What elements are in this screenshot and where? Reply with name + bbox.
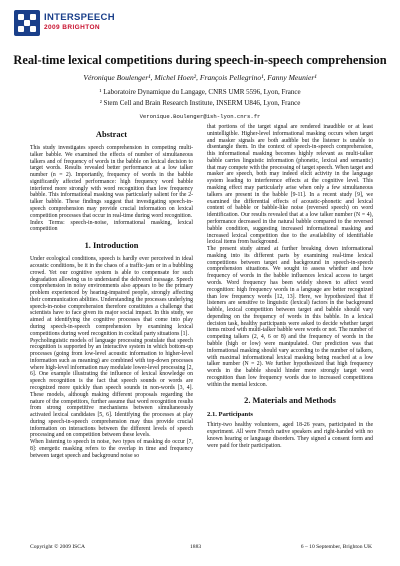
- introduction-heading: 1. Introduction: [84, 241, 139, 251]
- left-column: [30, 126, 193, 460]
- author-list: Véronique Boulenger¹, Michel Hoen², François Pellegrino¹, Fanny Meunier¹: [83, 73, 317, 82]
- paper-title: Real-time lexical competitions during speech-in-speech comprehension: [13, 53, 387, 67]
- right-column: [207, 124, 373, 450]
- affiliation-1: ¹ Laboratoire Dynamique du Langage, CNRS UMR 5596, Lyon, France: [99, 88, 301, 96]
- right-paragraph-1: that portions of the target signal are rendered inaudible or at least unintelligible. Higher-level informational masking occurs when target and masker signals are both audible but the listener is unable to disentangle them. In the context of speech-in-speech comprehension, this informational masking becomes highly relevant as multi-talker babble carries linguistic information (phonetic, lexical and semantic) that may compete with the processing of target speech. When target and masker are speech, both may indeed elicit activity in the language system leading to interference effects at the cognitive level. This masking effect may particularly arise when only a few simultaneous talkers are present in the babble [9-11]. In a recent study [9], we examined the differential effects of acoustic-phonetic and lexical content of babble or babble-like noise (reversed speech) on word identification. Our results revealed that at a low talker number (N = 4), performance decreased in the natural babble compared to the reversed babble condition, suggesting increased informational masking and increased lexical competition due to the availability of identifiable lexical items from background.: [207, 124, 373, 246]
- intro-paragraph-3: When listening to speech in noise, two types of masking do occur [7, 8]: energetic masking refers to the overlap in time and frequency between target speech and background noise so: [30, 439, 193, 459]
- logo-line1: INTERSPEECH: [44, 12, 115, 23]
- logo-line2: 2009 BRIGHTON: [44, 24, 101, 31]
- abstract-heading: Abstract: [95, 130, 128, 139]
- participants-text: Thirty-two healthy volunteers, aged 18-26 years, participated in the experiment. All were French native speakers and right-handed with no known hearing or language disorders. They signed a consent form and were paid for their participation.: [207, 422, 373, 449]
- right-paragraph-2: The present study aimed at further breaking down informational masking into its different parts by examining real-time lexical competitions between target and background in speech-in-speech comprehension situations. We sought to assess whether and how frequency of words in the babble influences lexical access to target words. Word frequency has been widely shown to affect word recognition: high frequency words in a language are better recognized than low frequency words [12, 13]. Here, we hypothesized that if listeners are sensitive to linguistic (lexical) factors in the background babble, lexical competition between target and babble should vary depending on the frequency of words in this babble. In a lexical decision task, healthy participants were asked to decide whether target items mixed with multi-talker babble were words or not. The number of competing talkers (2, 4, 6 or 8) and the frequency of words in the babble (high or low) were manipulated. Our prediction was that informational masking should vary according to the number of talkers, with maximal informational lexical masking being reached at a low talker number (N = 2). We further hypothesized that high frequency words in the babble should hinder more strongly target word recognition than low frequency words due to increased competitions within the mental lexicon.: [207, 246, 373, 388]
- intro-paragraph-2: Psycholinguistic models of language processing postulate that speech recognition is supported by an interactive system in which bottom-up processes (going from low-level acoustic information to higher-level information such as meaning) are combined with top-down processes where high-level information may modulate lower-level processing [2, 6]. One example illustrating the influence of lexical knowledge on speech recognition is the fact that speech sounds or words are recognized more quickly than speech sounds in non-words [3, 4]. These models, although making different proposals regarding the nature of the competitors, further assume that word recognition results from strong competitive mechanisms between simultaneously activated lexical candidates [5, 6]. Identifying the processes at play during speech-in-speech comprehension may thus provide crucial information on interactions between the different levels of speech processing and on competition between these levels.: [30, 337, 193, 439]
- methods-heading: 2. Materials and Methods: [244, 396, 336, 406]
- contact-email: Veronique.Boulenger@ish-lyon.cnrs.fr: [139, 113, 261, 120]
- footer-page-number: 1883: [190, 544, 202, 550]
- abstract-text: This study investigates speech comprehension in competing multi-talker babble. We examined the effects of number of simultaneous talkers and of frequency of words in the babble on lexical decision to target words. Results revealed better performance at a low talker number (n = 2). Importantly, frequency of words in the babble significantly affected performance: high frequency word babble interfered more strongly with word recognition than low frequency babble. This informational masking was particularly salient for the 2-talker babble. These findings suggest that investigating speech-in-speech comprehension may provide crucial information on lexical competition processes that occur in real-time during word recognition.: [30, 145, 193, 219]
- intro-paragraph-1: Under ecological conditions, speech is hardly ever perceived in ideal acoustic conditions, be it in the chaos of a traffic-jam or in a bubbling crowd. Yet our cognitive system is able to compensate for such degradation allowing us to understand the delivered message. Speech comprehension in noisy environments also appears to be the primary problem experienced by hearing-impaired people, strongly affecting their communication abilities. Understanding the processes underlying speech-in-noise comprehension therefore constitutes a challenge that scientists have to face given its major social impact. In this study, we aimed at identifying the cognitive processes that come into play during speech-in-speech comprehension by examining lexical competitions during word recognition in cocktail party situations [1].: [30, 256, 193, 337]
- index-terms: Index Terms: speech-in-noise, informational masking, lexical competition: [30, 219, 193, 233]
- logo-emblem-icon: [14, 10, 40, 36]
- affiliation-2: ² Stem Cell and Brain Research Institute, INSERM U846, Lyon, France: [99, 99, 301, 107]
- footer-copyright: Copyright © 2009 ISCA: [30, 544, 86, 550]
- participants-heading: 2.1. Participants: [207, 411, 253, 419]
- footer-conference: 6 – 10 September, Brighton UK: [300, 544, 372, 550]
- conference-logo: [14, 10, 115, 40]
